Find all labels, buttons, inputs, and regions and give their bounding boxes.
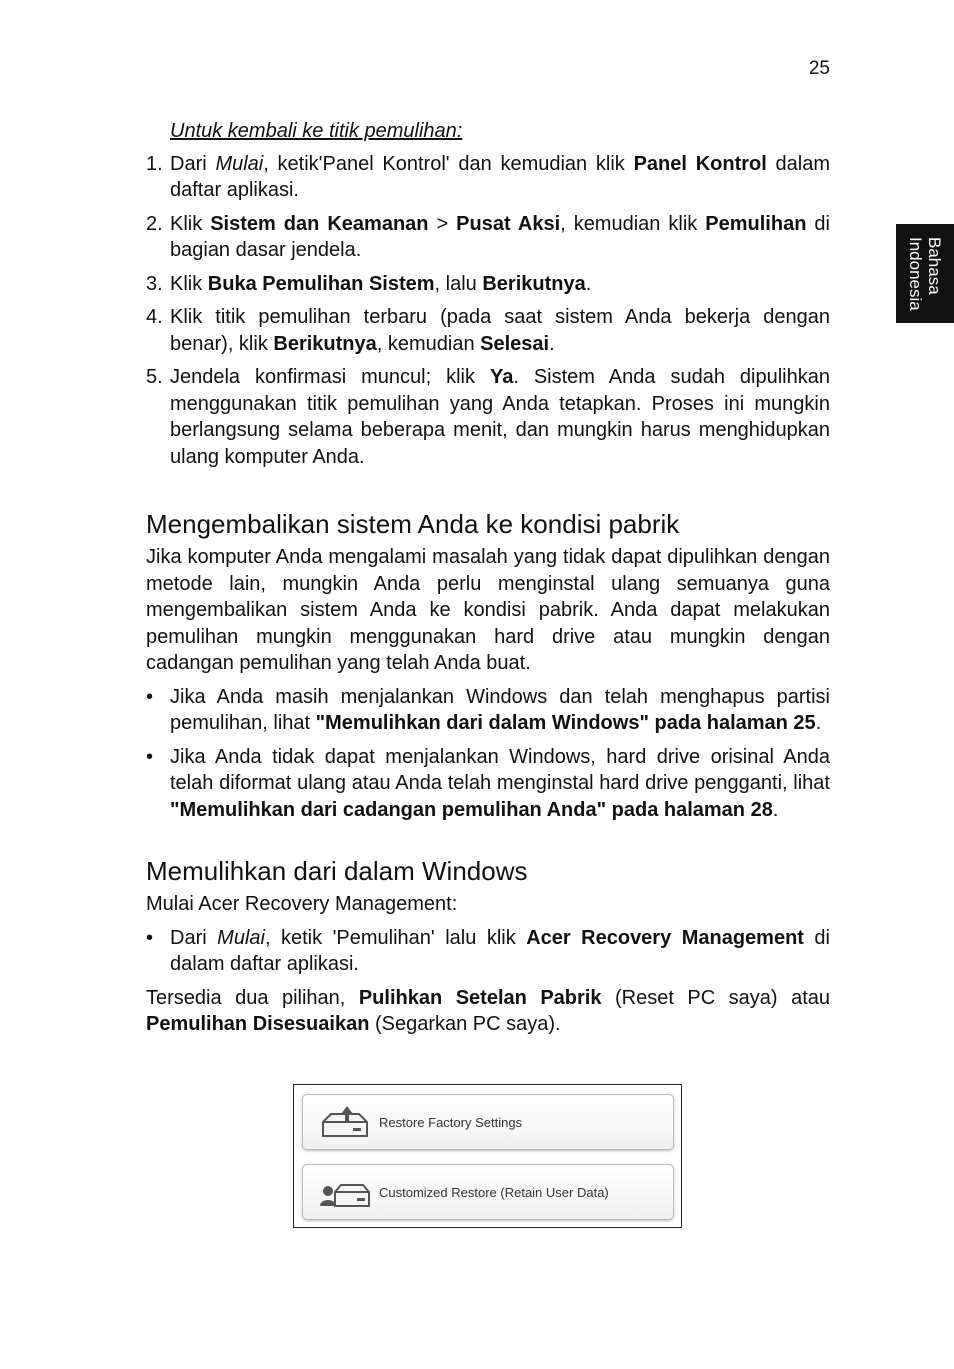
- text-run: , kemudian klik: [560, 212, 706, 235]
- list-item: [146, 211, 830, 264]
- list-marker: 4.: [146, 306, 163, 328]
- text-run: Klik: [170, 272, 208, 295]
- italic-text: Mulai: [215, 152, 264, 175]
- text-run: Dari: [170, 926, 218, 949]
- customized-restore-button[interactable]: [302, 1164, 674, 1220]
- drive-upload-icon: [317, 1102, 373, 1142]
- text-run: , ketik'Panel Kontrol' dan kemudian klik: [263, 152, 634, 175]
- text-run: Klik: [170, 212, 211, 235]
- text-run: di bagian dasar jendela.: [170, 212, 830, 261]
- language-tab-label: [906, 237, 944, 311]
- windows-section-intro: Mulai Acer Recovery Management:: [146, 893, 458, 915]
- page-content: [146, 118, 830, 1038]
- customized-restore-label: Customized Restore (Retain User Data): [379, 1184, 609, 1200]
- page-number: 25: [808, 58, 830, 79]
- text-run: >: [428, 212, 457, 235]
- restore-steps-list: [146, 151, 830, 471]
- bold-text: Panel Kontrol: [633, 152, 767, 175]
- bold-text: Pusat Aksi: [456, 212, 561, 235]
- list-marker: •: [146, 745, 154, 768]
- bold-text: Berikutnya: [273, 332, 377, 355]
- text-run: Klik titik pemulihan terbaru (pada saat sistem Anda bekerja dengan benar), klik: [170, 306, 830, 355]
- factory-section-heading: Mengembalikan sistem Anda ke kondisi pabrik: [146, 509, 680, 539]
- text-run: .: [815, 712, 822, 734]
- bold-text: Sistem dan Keamanan: [210, 212, 429, 235]
- bold-text: Berikutnya: [482, 272, 586, 295]
- language-tab: [896, 224, 954, 323]
- language-tab-line1: Bahasa: [925, 236, 944, 295]
- bold-text: "Memulihkan dari cadangan pemulihan Anda" pada halaman 28: [170, 798, 773, 821]
- bold-text: Pemulihan Disesuaikan: [146, 1013, 370, 1035]
- bold-text: Pemulihan: [705, 212, 807, 235]
- text-run: , lalu: [434, 272, 483, 295]
- italic-text: Mulai: [217, 926, 265, 949]
- options-paragraph: [146, 985, 830, 1038]
- language-tab-line2: Indonesia: [906, 236, 925, 311]
- text-run: .: [549, 332, 555, 355]
- list-item: [146, 271, 830, 298]
- bold-text: Ya: [489, 366, 514, 388]
- list-marker: 2.: [146, 212, 163, 235]
- list-marker: 1.: [146, 152, 163, 175]
- list-marker: •: [146, 926, 154, 949]
- restore-factory-settings-button[interactable]: [302, 1094, 674, 1150]
- text-run: Jika Anda masih menjalankan Windows dan telah menghapus partisi pemulihan, lihat: [170, 685, 830, 734]
- text-run: dalam daftar aplikasi.: [170, 152, 831, 201]
- text-run: di dalam daftar aplikasi.: [170, 926, 831, 975]
- list-marker: 5.: [146, 366, 163, 388]
- text-run: , ketik 'Pemulihan' lalu klik: [264, 926, 527, 949]
- drive-user-icon: [317, 1172, 373, 1212]
- bold-text: Selesai: [480, 332, 550, 355]
- text-run: (Segarkan PC saya).: [369, 1013, 561, 1035]
- recovery-options-figure: [293, 1084, 682, 1228]
- list-item: [146, 925, 830, 978]
- text-run: , kemudian: [376, 332, 481, 355]
- text-run: Jendela konfirmasi muncul; klik: [170, 366, 490, 388]
- text-run: Tersedia dua pilihan,: [146, 986, 359, 1009]
- restore-point-subtitle: Untuk kembali ke titik pemulihan:: [170, 120, 463, 142]
- bold-text: Pulihkan Setelan Pabrik: [358, 986, 602, 1009]
- text-run: .: [772, 798, 779, 821]
- bold-text: "Memulihkan dari dalam Windows" pada halaman 25: [315, 712, 816, 734]
- windows-section-heading: Memulihkan dari dalam Windows: [146, 856, 528, 886]
- text-run: (Reset PC saya) atau: [601, 986, 831, 1009]
- list-item: [146, 304, 830, 357]
- text-run: Dari: [170, 152, 216, 175]
- list-marker: 3.: [146, 272, 163, 295]
- text-run: .: [585, 272, 592, 295]
- list-item: [146, 364, 830, 470]
- factory-bullets-list: [146, 684, 830, 824]
- text-run: . Sistem Anda sudah dipulihkan menggunakan titik pemulihan yang Anda tetapkan. Proses ini mungkin berlangsung selama beberapa menit, dan mungkin harus menghidupkan ulang komputer Anda.: [170, 366, 830, 468]
- windows-bullets-list: [146, 925, 830, 978]
- list-item: [146, 151, 830, 204]
- factory-section-intro: Jika komputer Anda mengalami masalah yang tidak dapat dipulihkan dengan metode lain, mungkin Anda perlu menginstal ulang semuanya guna mengembalikan sistem Anda ke kondisi pabrik. Anda dapat melakukan pemulihan mungkin menggunakan hard drive atau mungkin dengan cadangan pemulihan yang telah Anda buat.: [146, 546, 830, 674]
- restore-factory-settings-label: Restore Factory Settings: [379, 1114, 523, 1130]
- bold-text: Acer Recovery Management: [526, 926, 804, 949]
- list-item: [146, 744, 830, 824]
- list-item: [146, 684, 830, 737]
- list-marker: •: [146, 685, 154, 708]
- bold-text: Buka Pemulihan Sistem: [207, 272, 435, 295]
- text-run: Jika Anda tidak dapat menjalankan Windows, hard drive orisinal Anda telah diformat ulang atau Anda telah menginstal hard drive pengganti, lihat: [170, 745, 830, 794]
